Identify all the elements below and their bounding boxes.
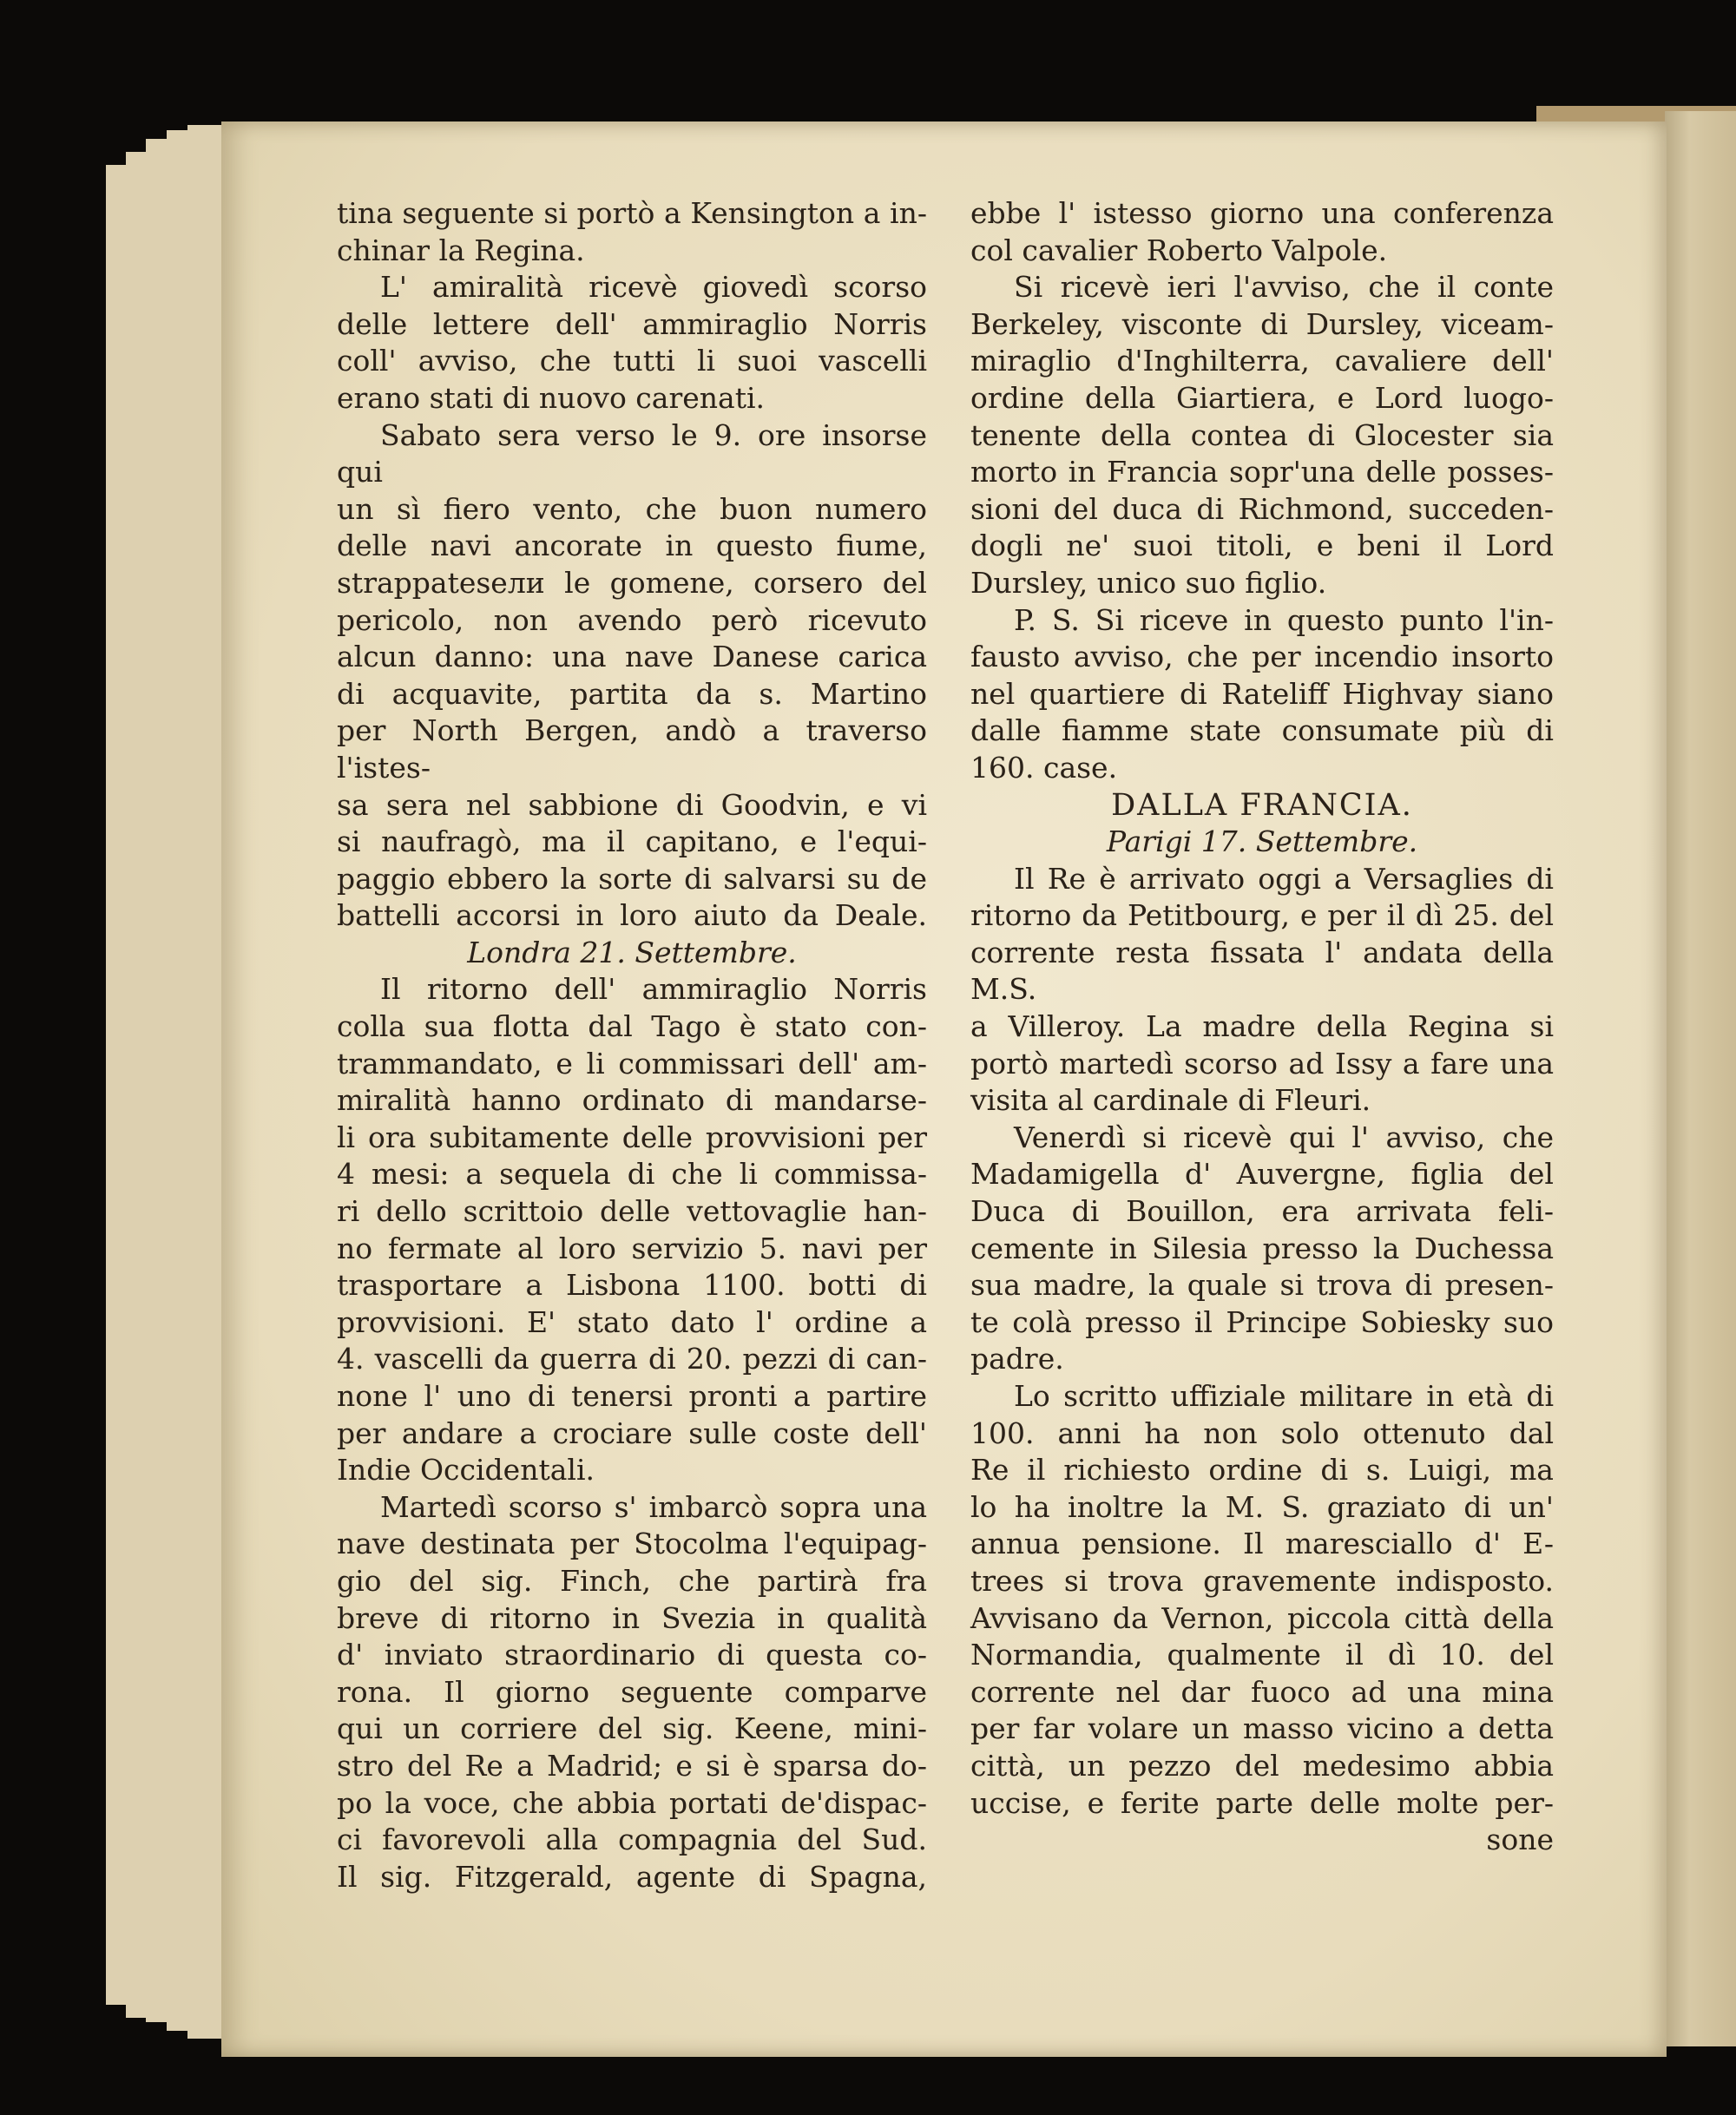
text-line: Avvisano da Vernon, piccola città della <box>970 1600 1554 1635</box>
text-line: te colà presso il Principe Sobiesky suo <box>970 1304 1554 1339</box>
text-line: 4. vascelli da guerra di 20. pezzi di can- <box>337 1342 927 1376</box>
text-line: Indie Occidentali. <box>337 1453 595 1488</box>
text-line: erano stati di nuovo carenati. <box>337 380 766 415</box>
text-line: Normandia, qualmente il dì 10. del <box>970 1638 1554 1672</box>
text-line: Si ricevè ieri l'avviso, che il conte <box>1014 270 1554 305</box>
text-line: no fermate al loro servizio 5. navi per <box>337 1231 927 1265</box>
text-line: Madamigella d' Auvergne, figlia del <box>970 1157 1554 1192</box>
text-line: 100. anni ha non solo ottenuto dal <box>970 1415 1554 1450</box>
text-line: si naufragò, ma il capitano, e l'equi- <box>337 824 927 859</box>
text-line: tenente della contea di Glocester sia <box>970 417 1554 452</box>
text-line: provvisioni. E' stato dato l' ordine a <box>337 1304 927 1339</box>
text-line: pericolo, non avendo però ricevuto <box>337 602 927 637</box>
text-line: ebbe l' istesso giorno una conferenza <box>970 196 1554 230</box>
text-line: trammandato, e li commissari dell' am- <box>337 1046 927 1080</box>
text-line: trees si trova gravemente indisposto. <box>970 1563 1554 1598</box>
text-line: L' amiralità ricevè giovedì scorso <box>380 270 927 305</box>
text-line: miraglio d'Inghilterra, cavaliere dell' <box>970 344 1554 378</box>
text-line: trasportare a Lisbona 1100. botti di <box>337 1268 927 1303</box>
text-line: strappatesели le gomene, corsero del <box>337 565 927 600</box>
text-line: ordine della Giartiera, e Lord luogo- <box>970 380 1554 415</box>
text-line: Il sig. Fitzgerald, agente di Spagna, <box>337 1859 927 1894</box>
text-line: Lo scritto uffiziale militare in età di <box>1014 1379 1554 1413</box>
text-line: visita al cardinale di Fleuri. <box>970 1083 1371 1118</box>
text-line: a Villeroy. La madre della Regina si <box>970 1009 1554 1044</box>
text-line: qui un corriere del sig. Keene, mini- <box>337 1711 927 1746</box>
facing-page-edge <box>1665 111 1736 2046</box>
text-line: di acquavite, partita da s. Martino <box>337 676 927 711</box>
text-line: Dursley, unico suo figlio. <box>970 565 1327 600</box>
text-line: nave destinata per Stocolma l'equipag- <box>337 1527 927 1561</box>
text-line: col cavalier Roberto Valpole. <box>970 233 1388 267</box>
text-line: per andare a crociare sulle coste dell' <box>337 1415 927 1450</box>
text-line: colla sua flotta dal Tago è stato con- <box>337 1009 927 1044</box>
text-line: chinar la Regina. <box>337 233 585 267</box>
text-line: Martedì scorso s' imbarcò sopra una <box>380 1489 927 1524</box>
text-line: paggio ebbero la sorte di salvarsi su de <box>337 861 927 896</box>
text-line: dalle fiamme state consumate più di <box>970 713 1554 748</box>
text-line: Duca di Bouillon, era arrivata feli- <box>970 1194 1554 1229</box>
text-line: none l' uno di tenersi pronti a partire <box>337 1379 927 1413</box>
text-line: città, un pezzo del medesimo abbia <box>970 1748 1554 1783</box>
text-line: Berkeley, visconte di Dursley, viceam- <box>970 306 1554 341</box>
text-line: corrente nel dar fuoco ad una mina <box>970 1674 1554 1709</box>
text-line: morto in Francia sopr'una delle posses- <box>970 455 1554 489</box>
text-line: ci favorevoli alla compagnia del Sud. <box>337 1823 927 1857</box>
text-line: sioni del duca di Richmond, succeden- <box>970 491 1554 526</box>
text-line: Il ritorno dell' ammiraglio Norris <box>380 972 927 1007</box>
text-line: po la voce, che abbia portati de'dispac- <box>337 1785 927 1820</box>
text-line: sua madre, la quale si trova di presen- <box>970 1268 1554 1303</box>
text-line: cemente in Silesia presso la Duchessa <box>970 1231 1554 1265</box>
text-line: li ora subitamente delle provvisioni per <box>337 1120 927 1154</box>
text-line: dogli ne' suoi titoli, e beni il Lord <box>970 529 1554 563</box>
text-line: annua pensione. Il maresciallo d' E- <box>970 1527 1554 1561</box>
catchword: sone <box>1486 1823 1554 1857</box>
text-line: P. S. Si riceve in questo punto l'in- <box>1014 602 1554 637</box>
dateline: Londra 21. Settembre. <box>467 935 797 969</box>
text-line: 160. case. <box>970 750 1118 785</box>
text-line: portò martedì scorso ad Issy a fare una <box>970 1046 1554 1080</box>
text-line: miralità hanno ordinato di mandarse- <box>337 1083 927 1118</box>
text-line: breve di ritorno in Svezia in qualità <box>337 1600 927 1635</box>
text-line: sa sera nel sabbione di Goodvin, e vi <box>337 787 927 822</box>
text-line: lo ha inoltre la M. S. graziato di un' <box>970 1489 1554 1524</box>
text-line: battelli accorsi in loro aiuto da Deale. <box>337 898 927 933</box>
text-line: d' inviato straordinario di questa co- <box>337 1638 927 1672</box>
text-line: rona. Il giorno seguente comparve <box>337 1674 927 1709</box>
section-heading: DALLA FRANCIA. <box>1111 787 1413 823</box>
right-text-column <box>970 195 1554 1859</box>
dateline: Parigi 17. Settembre. <box>1106 824 1418 859</box>
text-line: coll' avviso, che tutti li suoi vascelli <box>337 344 927 378</box>
text-line: uccise, e ferite parte delle molte per- <box>970 1785 1554 1820</box>
text-line: ri dello scrittoio delle vettovaglie han- <box>337 1194 927 1229</box>
text-line: fausto avviso, che per incendio insorto <box>970 640 1554 674</box>
text-line: per North Bergen, andò a traverso l'istes- <box>337 713 927 785</box>
text-line: gio del sig. Finch, che partirà fra <box>337 1563 927 1598</box>
text-line: Il Re è arrivato oggi a Versaglies di <box>1014 861 1554 896</box>
text-line: corrente resta fissata l' andata della M.S. <box>970 935 1554 1007</box>
text-line: stro del Re a Madrid; e si è sparsa do- <box>337 1748 927 1783</box>
text-line: padre. <box>970 1342 1064 1376</box>
text-line: nel quartiere di Rateliff Highvay siano <box>970 676 1554 711</box>
text-line: Venerdì si ricevè qui l' avviso, che <box>1014 1120 1554 1154</box>
text-line: tina seguente si portò a Kensington a in- <box>337 196 927 230</box>
text-line: Sabato sera verso le 9. ore insorse qui <box>337 417 927 489</box>
text-line: per far volare un masso vicino a detta <box>970 1711 1554 1746</box>
text-line: alcun danno: una nave Danese carica <box>337 640 927 674</box>
text-line: delle lettere dell' ammiraglio Norris <box>337 306 927 341</box>
text-line: ritorno da Petitbourg, e per il dì 25. del <box>970 898 1554 933</box>
text-line: delle navi ancorate in questo fiume, <box>337 529 927 563</box>
text-line: 4 mesi: a sequela di che li commissa- <box>337 1157 927 1192</box>
left-text-column <box>337 195 927 1895</box>
text-line: un sì fiero vento, che buon numero <box>337 491 927 526</box>
text-line: Re il richiesto ordine di s. Luigi, ma <box>970 1453 1554 1488</box>
